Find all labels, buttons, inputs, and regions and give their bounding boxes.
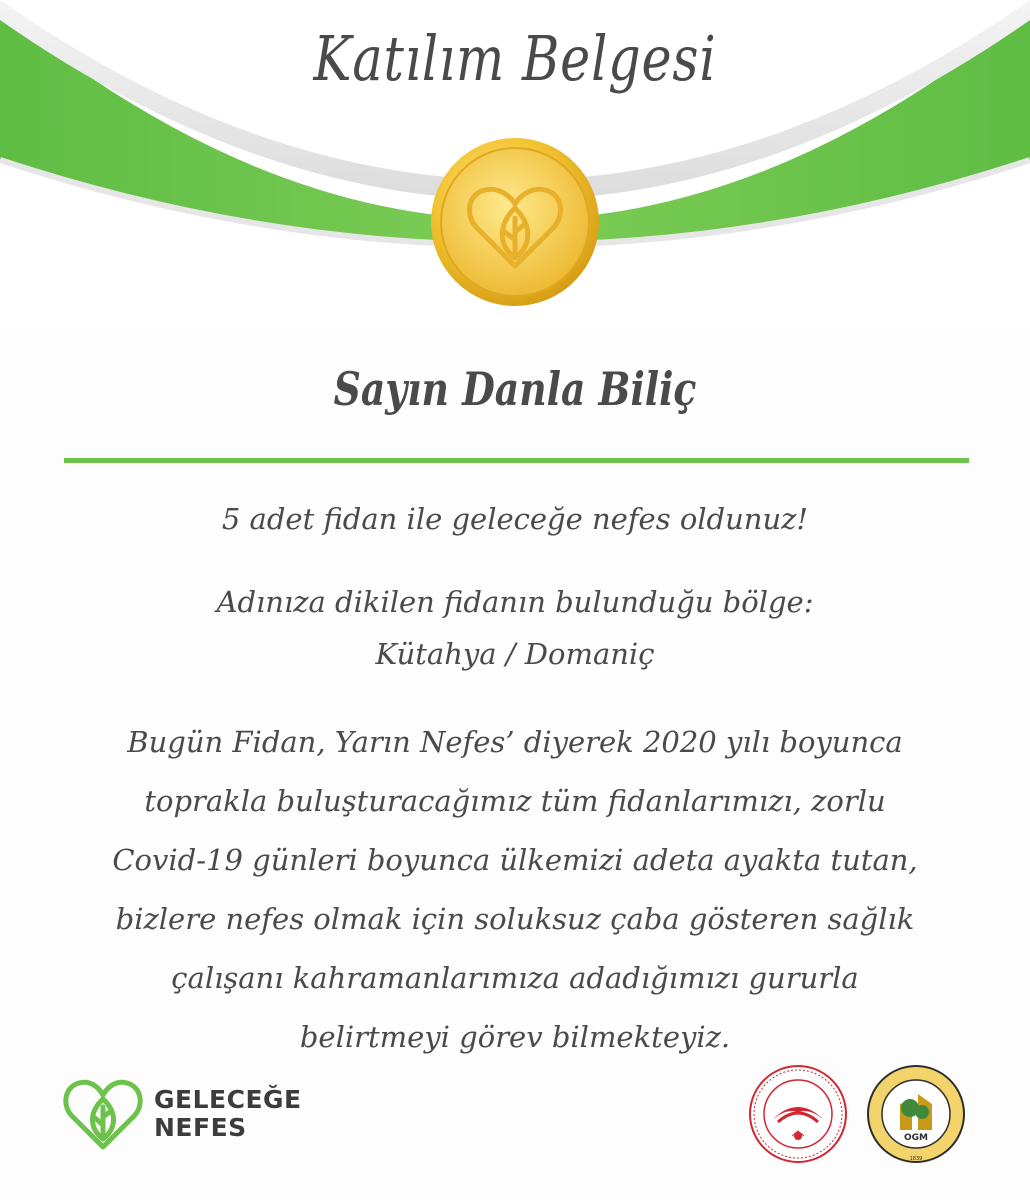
ministry-seal-logo xyxy=(748,1064,848,1164)
recipient-name: Sayın Danla Biliç xyxy=(333,362,697,416)
dedication-line: toprakla buluşturacağımız tüm fidanlarımızı, zorlu xyxy=(144,784,886,818)
ogm-seal-logo xyxy=(866,1064,966,1164)
dedication-line: çalışanı kahramanlarımıza adadığımızı gururla xyxy=(171,961,859,995)
gelecege-nefes-logo xyxy=(62,1075,322,1155)
dedication-line: belirtmeyi görev bilmekteyiz. xyxy=(299,1020,731,1054)
region-value: Kütahya / Domaniç xyxy=(375,637,655,671)
trees-line: 5 adet fidan ile geleceğe nefes oldunuz! xyxy=(221,502,809,536)
brand-line-1: GELECEĞE xyxy=(154,1085,302,1114)
dedication-text xyxy=(40,713,990,1067)
certificate-title: Katılım Belgesi xyxy=(313,22,717,95)
gold-medal-icon xyxy=(429,136,601,308)
ogm-short-text: OGM xyxy=(904,1133,928,1143)
green-divider xyxy=(64,458,969,463)
heart-leaf-icon xyxy=(62,1075,144,1151)
dedication-line: bizlere nefes olmak için soluksuz çaba gösteren sağlık xyxy=(115,902,915,936)
ogm-year-text: 1839 xyxy=(909,1156,923,1162)
dedication-line: Covid-19 günleri boyunca ülkemizi adeta ayakta tutan, xyxy=(112,843,918,877)
dedication-line: Bugün Fidan, Yarın Nefes’ diyerek 2020 yılı boyunca xyxy=(127,725,903,759)
brand-line-2: NEFES xyxy=(154,1113,247,1142)
region-label: Adınıza dikilen fidanın bulunduğu bölge: xyxy=(216,585,814,619)
